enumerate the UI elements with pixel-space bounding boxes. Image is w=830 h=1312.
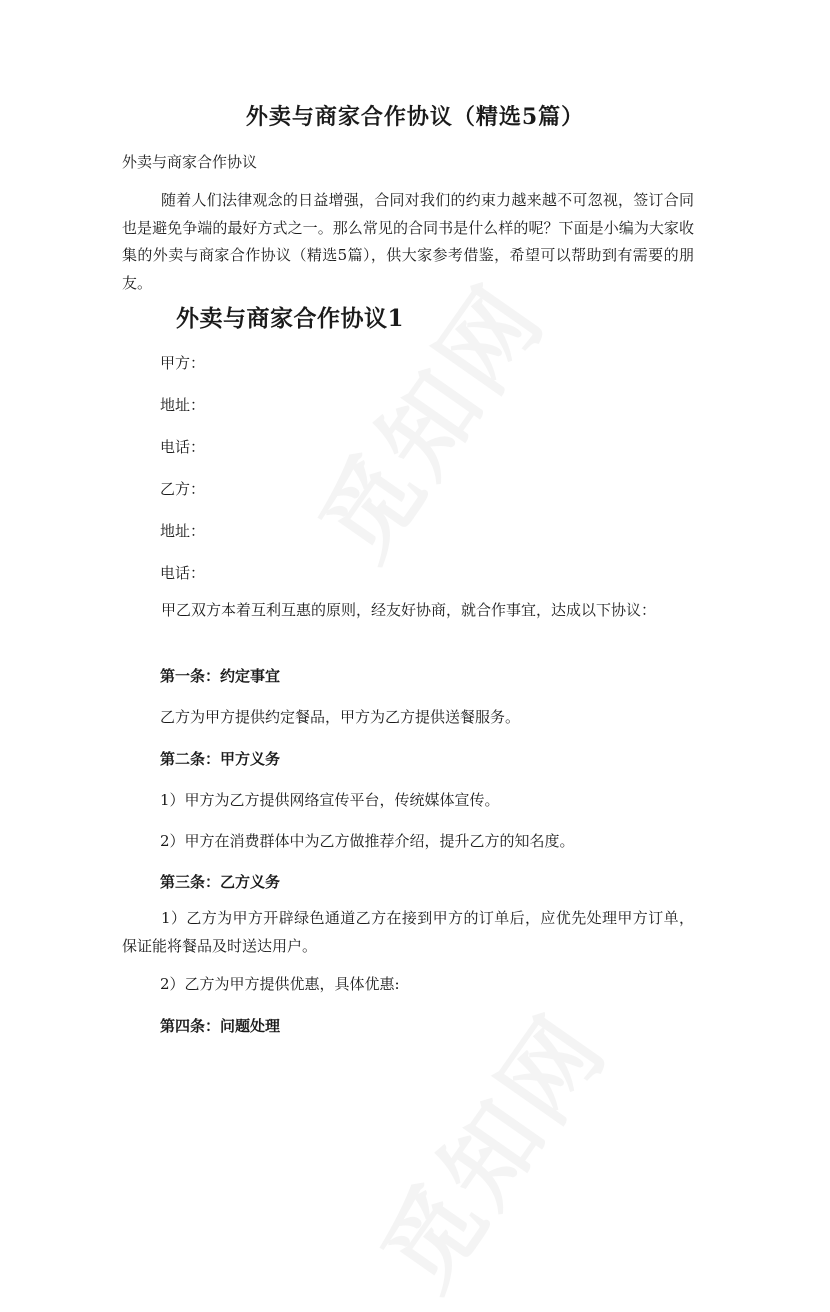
clause-2-title: 第二条：甲方义务 bbox=[160, 750, 281, 768]
intro-paragraph: 随着人们法律观念的日益增强，合同对我们的约束力越来越不可忽视，签订合同也是避免争端的最好方式之一。那么常见的合同书是什么样的呢？下面是小编为大家收集的外卖与商家合作协议（精选5篇），供大家参考借鉴，希望可以帮助到有需要的朋友。 bbox=[122, 191, 694, 292]
party-b-phone-label: 电话： bbox=[160, 564, 206, 582]
party-a-phone-label: 电话： bbox=[160, 438, 206, 456]
clause-2-item-2: 2）甲方在消费群体中为乙方做推荐介绍，提升乙方的知名度。 bbox=[160, 832, 575, 850]
party-b-address-label: 地址： bbox=[160, 522, 206, 540]
agreement-intro-paragraph: 甲乙双方本着互利互惠的原则，经友好协商，就合作事宜，达成以下协议： bbox=[161, 601, 657, 619]
watermark-bottom bbox=[345, 988, 615, 1303]
document-subtitle: 外卖与商家合作协议 bbox=[122, 153, 258, 171]
clause-3-item-2: 2）乙方为甲方提供优惠，具体优惠: bbox=[160, 975, 400, 993]
clause-2-item-1: 1）甲方为乙方提供网络宣传平台，传统媒体宣传。 bbox=[160, 791, 500, 809]
clause-3-item-1: 1）乙方为甲方开辟绿色通道乙方在接到甲方的订单后，应优先处理甲方订单，保证能将餐品及时送达用户。 bbox=[122, 909, 694, 955]
party-a-address-label: 地址： bbox=[160, 396, 206, 414]
party-b-label: 乙方： bbox=[160, 480, 206, 498]
section-heading: 外卖与商家合作协议1 bbox=[176, 305, 405, 332]
document-title: 外卖与商家合作协议（精选5篇） bbox=[245, 104, 585, 130]
party-a-label: 甲方： bbox=[160, 354, 206, 372]
clause-1-text: 乙方为甲方提供约定餐品，甲方为乙方提供送餐服务。 bbox=[160, 708, 521, 726]
clause-4-title: 第四条：问题处理 bbox=[160, 1017, 281, 1035]
clause-3-title: 第三条：乙方义务 bbox=[160, 873, 281, 891]
clause-1-title: 第一条：约定事宜 bbox=[160, 667, 281, 685]
